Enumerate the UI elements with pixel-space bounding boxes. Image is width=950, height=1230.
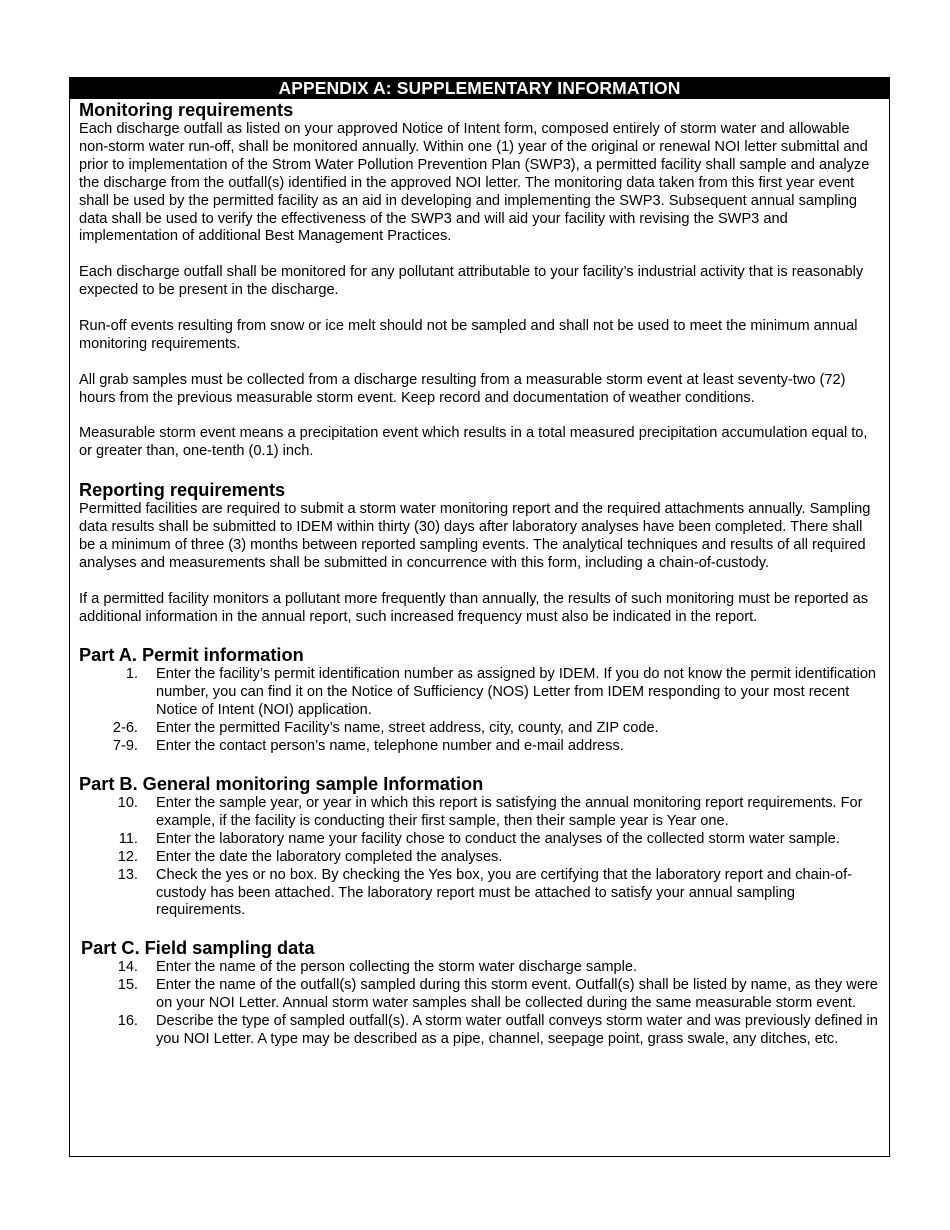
monitoring-paragraph: All grab samples must be collected from a discharge resulting from a measurable storm event at least seventy-two (72) hours from the previous measurable storm event. Keep record and documentation of weather conditions. [79, 371, 846, 406]
monitoring-paragraph: Each discharge outfall shall be monitored for any pollutant attributable to your facility’s industrial activity that is reasonably expected to be present in the discharge. [79, 264, 864, 299]
list-item [79, 959, 881, 977]
list-item [79, 720, 881, 738]
item-text: Enter the sample year, or year in which this report is satisfying the annual monitoring report requirements. For example, if the facility is conducting their first sample, then their sample year is Year one. [156, 795, 863, 829]
list-item [79, 831, 881, 849]
part-a-heading: Part A. Permit information [79, 645, 304, 666]
item-number: 2-6. [112, 720, 138, 737]
part-b-list [79, 795, 881, 920]
part-c-list [79, 959, 881, 1049]
part-a-section [79, 645, 881, 756]
item-text: Enter the laboratory name your facility chose to conduct the analyses of the collected storm water sample. [156, 830, 840, 847]
monitoring-paragraph: Each discharge outfall as listed on your approved Notice of Intent form, composed entirely of storm water and allowable non-storm water run-off, shall be monitored annually. Within one (1) year of the original or renewal NOI letter submittal and prior to implementation of the Strom Water Pollution Prevention Plan (SWP3), a permitted facility shall sample and analyze the discharge from the outfall(s) identified in the approved NOI letter. The monitoring data taken from this first year event shall be used by the permitted facility as an aid in developing and implementing the SWP3. Subsequent annual sampling data shall be used to verify the effectiveness of the SWP3 and will aid your facility with revising the SWP3 and implementation of additional Best Management Practices. [79, 121, 870, 245]
list-item [79, 795, 881, 831]
monitoring-section [79, 100, 881, 461]
item-text: Enter the name of the outfall(s) sampled during this storm event. Outfall(s) shall be listed by name, as they were on your NOI Letter. Annual storm water samples shall be collected during the same measurable storm event. [156, 977, 878, 1012]
reporting-paragraph: Permitted facilities are required to submit a storm water monitoring report and the required attachments annually. Sampling data results shall be submitted to IDEM within thirty (30) days after laboratory analyses have been completed. There shall be a minimum of three (3) months between reported sampling events. The analytical techniques and results of all required analyses and measurements shall be submitted in concurrence with this form, including a chain-of-custody. [79, 501, 871, 571]
item-text: Enter the name of the person collecting the storm water discharge sample. [156, 959, 638, 976]
item-number: 14. [117, 959, 138, 976]
item-text: Enter the permitted Facility’s name, street address, city, county, and ZIP code. [156, 720, 659, 737]
monitoring-paragraph: Run-off events resulting from snow or ice melt should not be sampled and shall not be used to meet the minimum annual monitoring requirements. [79, 317, 858, 352]
appendix-content [70, 99, 889, 1049]
list-item [79, 1013, 881, 1049]
item-text: Check the yes or no box. By checking the Yes box, you are certifying that the laboratory report and chain-of-custody has been attached. The laboratory report must be attached to satisfy your annual sampling requirements. [156, 866, 853, 919]
appendix-banner: APPENDIX A: SUPPLEMENTARY INFORMATION [70, 78, 889, 99]
list-item [79, 849, 881, 867]
item-number: 13. [117, 866, 138, 883]
item-text: Enter the date the laboratory completed the analyses. [156, 848, 503, 865]
part-a-list [79, 666, 881, 756]
appendix-frame [69, 77, 890, 1157]
reporting-heading: Reporting requirements [79, 480, 286, 501]
item-number: 10. [117, 795, 138, 812]
item-number: 15. [117, 977, 138, 994]
item-text: Enter the contact person’s name, telephone number and e-mail address. [156, 738, 624, 755]
item-number: 11. [118, 830, 138, 847]
item-number: 1. [125, 666, 138, 683]
item-number: 12. [117, 848, 138, 865]
item-number: 16. [117, 1013, 138, 1030]
item-text: Enter the facility’s permit identification number as assigned by IDEM. If you do not know the permit identification number, you can find it on the Notice of Sufficiency (NOS) Letter from IDEM responding to your most recent Notice of Intent (NOI) application. [156, 666, 877, 719]
list-item [79, 738, 881, 756]
reporting-paragraph: If a permitted facility monitors a pollutant more frequently than annually, the results of such monitoring must be reported as additional information in the annual report, such increased frequency must also be indicated in the report. [79, 590, 869, 625]
list-item [79, 666, 881, 720]
list-item [79, 977, 881, 1013]
part-c-section [79, 938, 881, 1049]
part-b-heading: Part B. General monitoring sample Information [79, 774, 484, 795]
part-c-heading: Part C. Field sampling data [81, 938, 315, 959]
item-number: 7-9. [112, 738, 138, 755]
reporting-section [79, 480, 881, 626]
part-b-section [79, 774, 881, 920]
monitoring-heading: Monitoring requirements [79, 100, 294, 120]
list-item [79, 867, 881, 921]
monitoring-paragraph: Measurable storm event means a precipitation event which results in a total measured precipitation accumulation equal to, or greater than, one-tenth (0.1) inch. [79, 425, 868, 460]
item-text: Describe the type of sampled outfall(s). A storm water outfall conveys storm water and was previously defined in you NOI Letter. A type may be described as a pipe, channel, seepage point, grass swale, any ditches, etc. [156, 1013, 878, 1047]
